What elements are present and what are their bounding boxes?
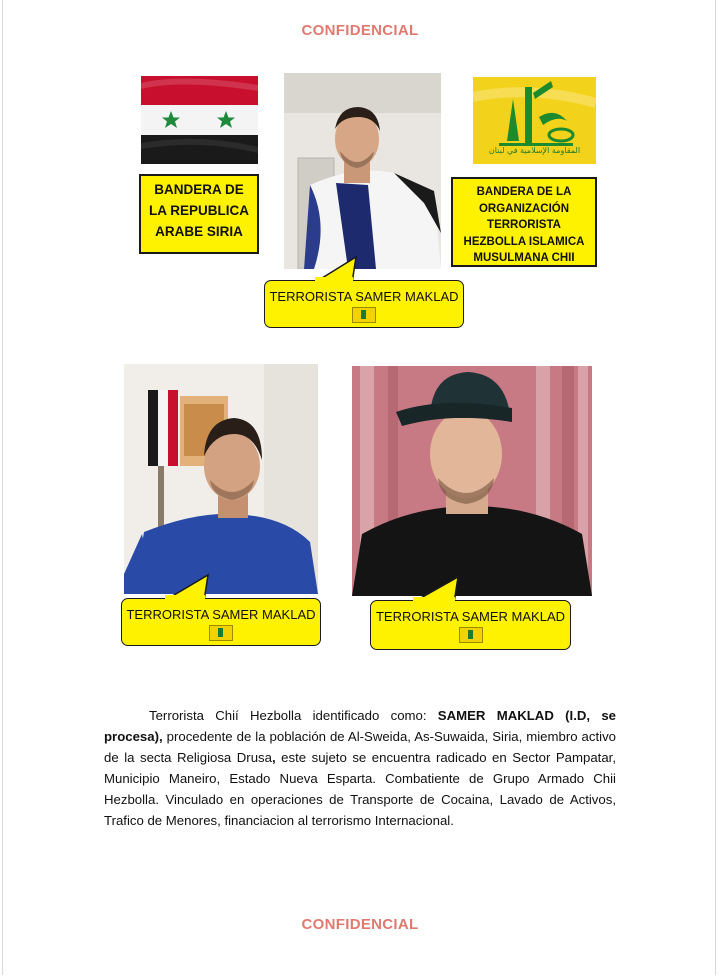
callout-subject-photo-1 bbox=[264, 280, 464, 328]
callout-subject-photo-3 bbox=[370, 600, 571, 650]
description-origin: procedente de la población de Al-Sweida, As-Suwaida, Siria, miembro activo de la secta Religiosa Drusa bbox=[104, 729, 616, 765]
photo-subject-cap bbox=[352, 366, 592, 596]
callout-2-pointer-cover bbox=[164, 595, 206, 601]
hezbollah-mini-flag-icon bbox=[209, 625, 233, 641]
hezbollah-flag-arabic-caption: المقاومة الإسلامية في لبنان bbox=[488, 146, 581, 155]
photo-subject-blue-shirt bbox=[124, 364, 318, 594]
callout-1-pointer-cover bbox=[314, 277, 354, 283]
subject-name-id: SAMER MAKLAD (I.D, se procesa), bbox=[104, 708, 616, 744]
syria-flag-label: BANDERA DE LA REPUBLICA ARABE SIRIA bbox=[139, 174, 259, 254]
footer-confidential: CONFIDENCIAL bbox=[301, 916, 419, 933]
description-comma: , bbox=[271, 750, 276, 765]
description-intro: Terrorista Chií Hezbolla identificado como: bbox=[149, 708, 438, 723]
syria-flag-image bbox=[141, 76, 258, 164]
photo-subject-white-jacket bbox=[284, 73, 441, 269]
callout-3-text: TERRORISTA SAMER MAKLAD bbox=[375, 609, 565, 624]
hezbollah-mini-flag-icon bbox=[459, 627, 483, 643]
hezbollah-mini-flag-icon bbox=[352, 307, 376, 323]
callout-subject-photo-2 bbox=[121, 598, 321, 646]
description-paragraph bbox=[104, 705, 616, 831]
callout-3-pointer-cover bbox=[412, 597, 456, 603]
hezbollah-flag-label: BANDERA DE LA ORGANIZACIÓN TERRORISTA HEZBOLLA ISLAMICA MUSULMANA CHII bbox=[451, 177, 597, 267]
description-details: este sujeto se encuentra radicado en Sector Pampatar, Municipio Maneiro, Estado Nueva Esparta. Combatiente de Grupo Armado Chii Hezbolla. Vinculado en operaciones de Transporte de Cocaina, Lavado de Activos, Trafico de Menores, financiacion al terrorismo Internacional. bbox=[104, 750, 616, 828]
header-confidential: CONFIDENCIAL bbox=[301, 22, 419, 39]
callout-1-text: TERRORISTA SAMER MAKLAD bbox=[269, 289, 459, 304]
callout-2-text: TERRORISTA SAMER MAKLAD bbox=[126, 607, 316, 622]
